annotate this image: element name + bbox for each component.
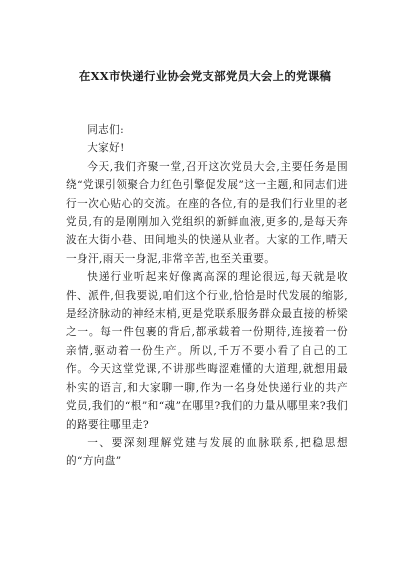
greeting: 大家好!: [87, 142, 125, 155]
body-paragraph: 今天,我们齐聚一堂,召开这次党员大会,主要任务是围绕“党课引领聚合力红色引擎促发展”这一主题,和同志们进行一次心贴心的交流。在座的各位,有的是我们行业里的老党员,有的是刚刚加入党组织的新鲜血液,更多的,是每天奔波在大街小巷、田间地头的快递从业者。大家的工作,晴天一身汗,雨天一身泥,非常辛苦,也至关重要。: [66, 160, 348, 265]
section-heading: 一、要深刻理解党建与发展的血脉联系,把稳思想的“方向盘”: [66, 436, 348, 468]
salutation: 同志们:: [87, 124, 125, 136]
document-title: 在XX市快递行业协会党支部党员大会上的党课稿: [78, 69, 332, 83]
body-paragraph: 快递行业听起来好像离高深的理论很远,每天就是收件、派件,但我要说,咱们这个行业,恰恰是时代发展的缩影,是经济脉动的神经末梢,更是党联系服务群众最直接的桥梁之一。每一件包裹的背后,都承载着一份期待,连接着一份亲情,驱动着一份生产。所以,千万不要小看了自己的工作。今天这堂党课,不讲那些晦涩难懂的大道理,就想用最朴实的语言,和大家聊一聊,作为一名身处快递行业的共产党员,我们的“根”和“魂”在哪里?我们的力量从哪里来?我们的路要往哪里走?: [66, 271, 348, 431]
document-body: [66, 121, 348, 471]
